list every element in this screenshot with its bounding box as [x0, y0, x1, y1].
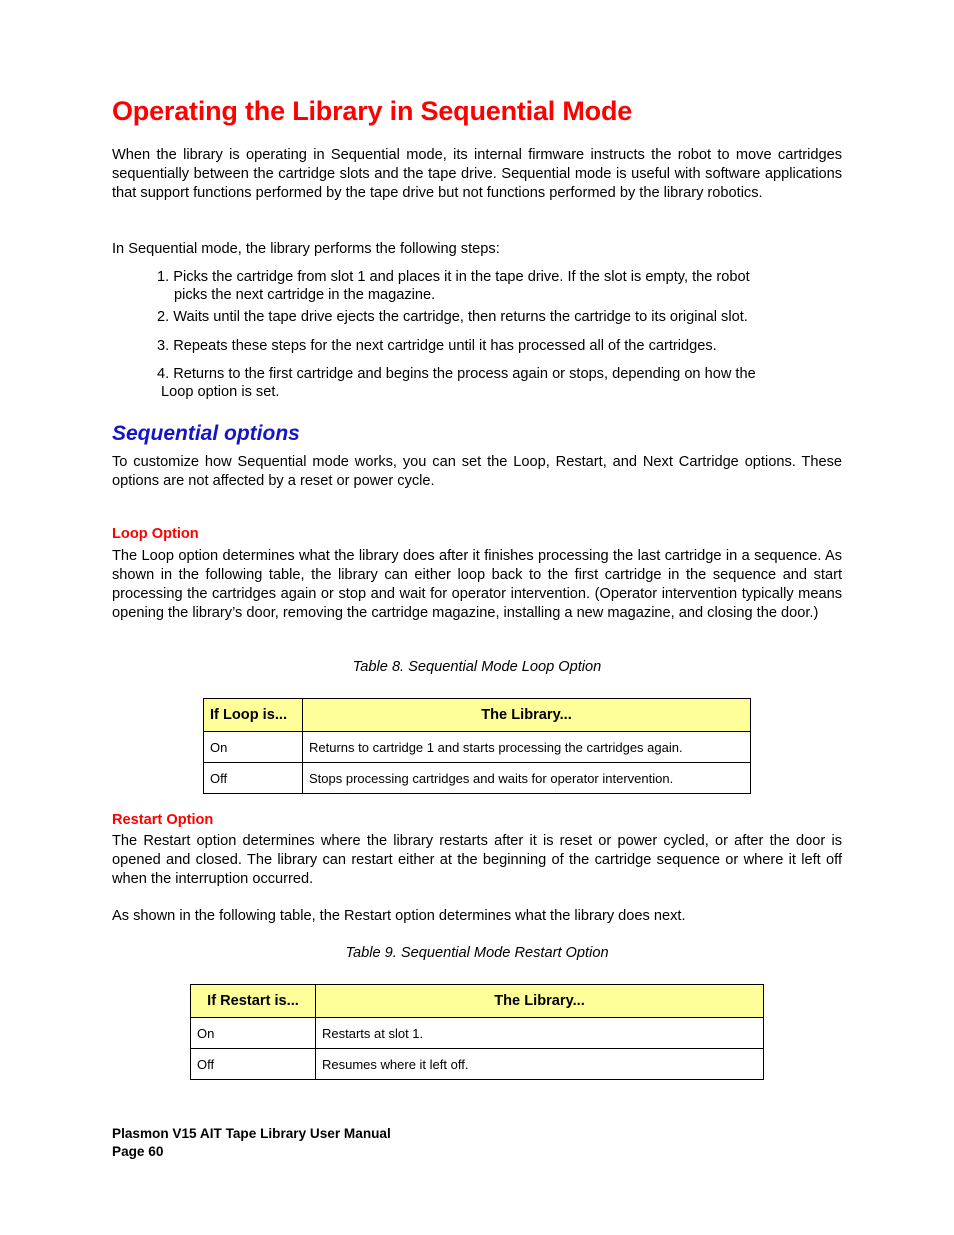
restart-table-caption: Table 9. Sequential Mode Restart Option: [345, 945, 609, 961]
loop-option-paragraph: The Loop option determines what the library does after it finishes processing the last cartridge in a sequence. As shown in the following table, the library can either loop back to the first cartridge in the sequence and start processing the cartridges again or stop and wait for operator intervention. (Operator intervention typically means opening the library’s door, removing the cartridge magazine, installing a new magazine, and closing the door.): [112, 548, 842, 621]
step-text-continued: Loop option is set.: [161, 384, 280, 400]
table-header-cell: The Library...: [316, 985, 764, 1018]
list-item: [157, 268, 817, 306]
restart-option-heading: Restart Option: [112, 812, 214, 828]
loop-option-heading: Loop Option: [112, 526, 199, 542]
intro-paragraph: When the library is operating in Sequential mode, its internal firmware instructs the robot to move cartridges sequentially between the cartridge slots and the tape drive. Sequential mode is useful with software applications that support functions performed by the tape drive but not functions performed by the library robotics.: [112, 147, 842, 201]
list-item: [157, 308, 817, 336]
table-cell: On: [191, 1018, 316, 1049]
table-row: [204, 732, 751, 763]
table-cell: Off: [204, 763, 303, 794]
table-header-cell: If Loop is...: [204, 699, 303, 732]
table-header-row: [204, 699, 751, 732]
table-header-row: [191, 985, 764, 1018]
steps-intro: In Sequential mode, the library performs the following steps:: [112, 241, 500, 257]
table-cell: Restarts at slot 1.: [316, 1018, 764, 1049]
page-title: Operating the Library in Sequential Mode: [112, 96, 633, 126]
footer-manual-title: Plasmon V15 AIT Tape Library User Manual: [112, 1126, 391, 1141]
table-cell: Off: [191, 1049, 316, 1080]
table-cell: Resumes where it left off.: [316, 1049, 764, 1080]
table-cell: Returns to cartridge 1 and starts processing the cartridges again.: [303, 732, 751, 763]
table-cell: On: [204, 732, 303, 763]
restart-option-paragraph: The Restart option determines where the library restarts after it is reset or power cycled, or after the door is opened and closed. The library can restart either at the beginning of the cartridge sequence or where it left off when the interruption occurred.: [112, 833, 842, 887]
step-text: 2. Waits until the tape drive ejects the cartridge, then returns the cartridge to its original slot.: [157, 309, 748, 325]
list-item: [157, 365, 817, 403]
loop-option-table: [203, 698, 751, 794]
table-row: [204, 763, 751, 794]
footer-page-number: Page 60: [112, 1144, 164, 1159]
table-cell: Stops processing cartridges and waits for operator intervention.: [303, 763, 751, 794]
step-text: 3. Repeats these steps for the next cartridge until it has processed all of the cartridges.: [157, 338, 717, 354]
restart-option-table: [190, 984, 764, 1080]
step-text: 4. Returns to the first cartridge and begins the process again or stops, depending on how the: [157, 366, 756, 382]
loop-table-caption: Table 8. Sequential Mode Loop Option: [352, 659, 602, 675]
restart-option-paragraph-2: As shown in the following table, the Restart option determines what the library does next.: [112, 908, 686, 924]
step-text-continued: picks the next cartridge in the magazine.: [174, 287, 436, 303]
step-text: 1. Picks the cartridge from slot 1 and places it in the tape drive. If the slot is empty, the robot: [157, 269, 750, 285]
list-item: [157, 337, 817, 365]
page-footer: [112, 1125, 391, 1161]
table-row: [191, 1049, 764, 1080]
steps-list: [157, 268, 817, 403]
table-header-cell: The Library...: [303, 699, 751, 732]
table-row: [191, 1018, 764, 1049]
section-intro: To customize how Sequential mode works, you can set the Loop, Restart, and Next Cartridge options. These options are not affected by a reset or power cycle.: [112, 454, 842, 489]
table-header-cell: If Restart is...: [191, 985, 316, 1018]
section-heading: Sequential options: [112, 422, 300, 445]
